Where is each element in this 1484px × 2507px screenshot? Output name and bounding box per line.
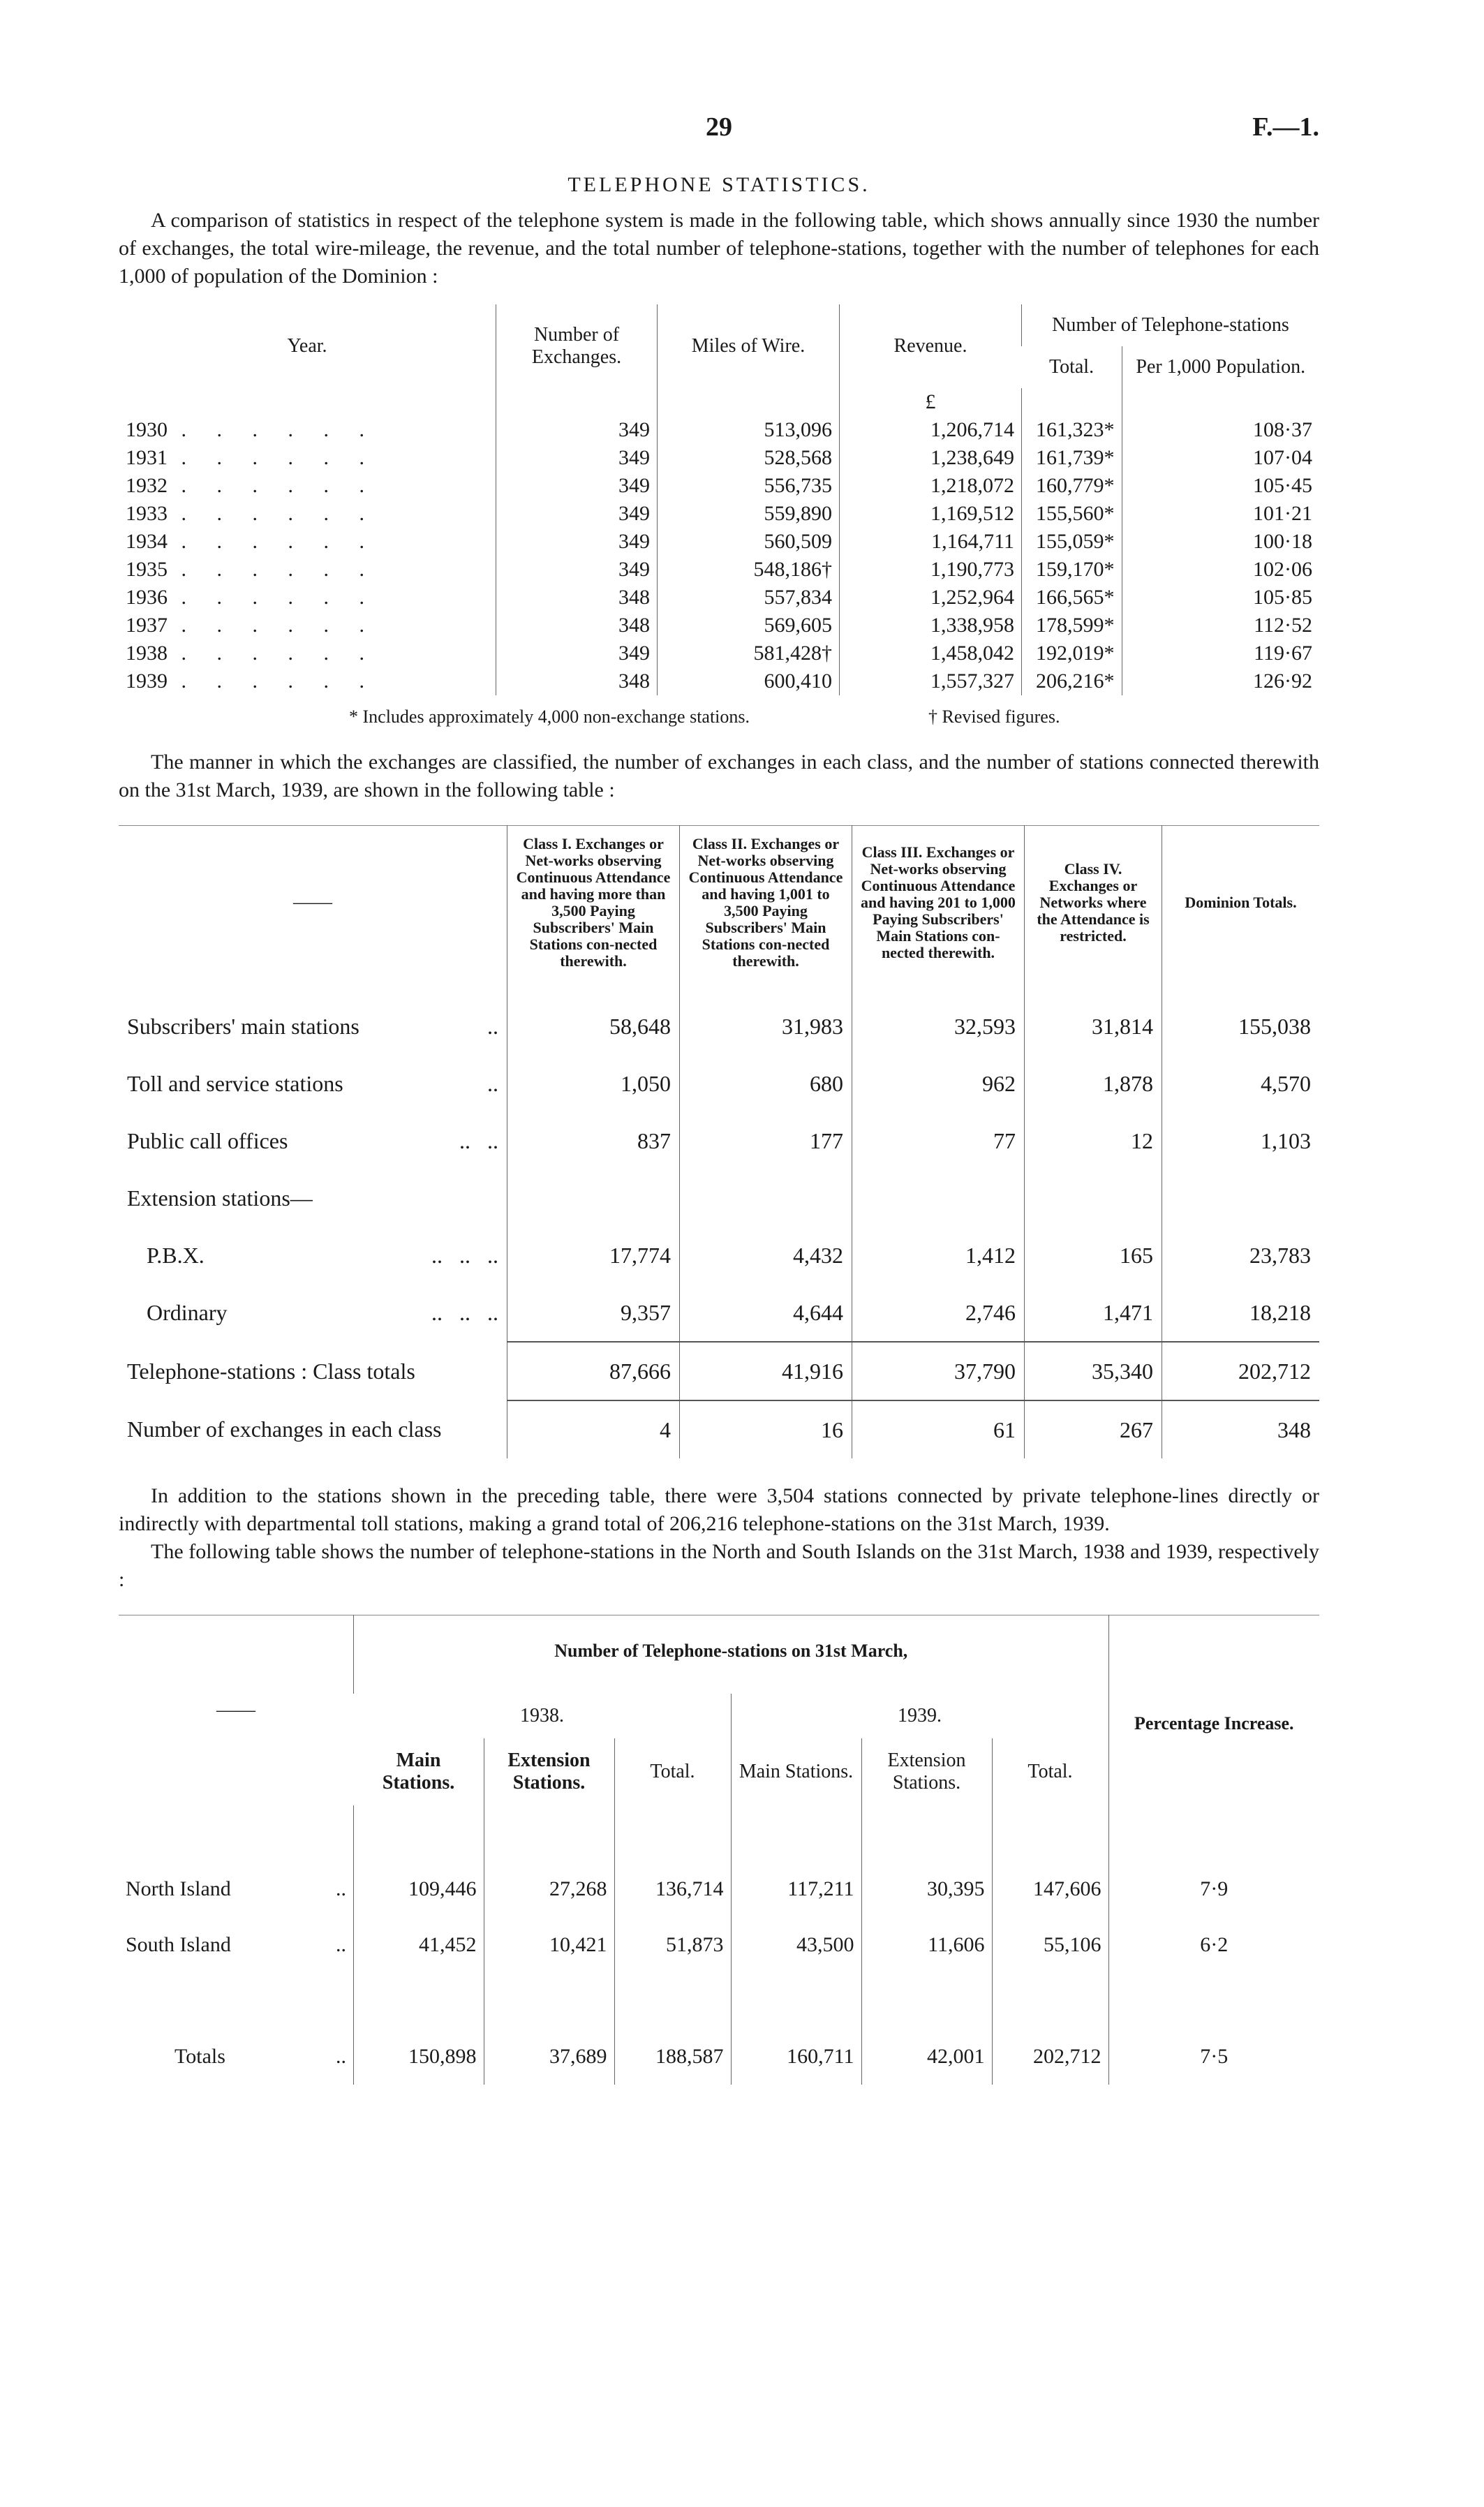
revenue-cell: 1,458,042 bbox=[840, 639, 1022, 667]
pct-cell: 6·2 bbox=[1108, 1917, 1319, 1973]
ext-1939-cell: 11,606 bbox=[861, 1917, 992, 1973]
class1-cell: 9,357 bbox=[507, 1284, 680, 1342]
col-year-1938: 1938. bbox=[520, 1705, 564, 1726]
leader-dots: . . . . . . bbox=[181, 418, 377, 441]
year-cell: 1931 bbox=[126, 446, 168, 469]
table-row bbox=[119, 639, 1319, 667]
additional-stations-paragraph: In addition to the stations shown in the preceding table, there were 3,504 stations connected by private telephone-lines directly or indirectly with departmental toll stations, making a grand total of 206,216 telephone-stations on the 31st March, 1939. bbox=[119, 1484, 1319, 1535]
leader-dots: . . . . . . bbox=[181, 586, 377, 609]
class4-cell: 165 bbox=[1025, 1227, 1162, 1284]
dominion-cell: 1,103 bbox=[1162, 1112, 1320, 1169]
leader-dots: . . . . . . bbox=[181, 530, 377, 553]
dominion-cell: 23,783 bbox=[1162, 1227, 1320, 1284]
miles-cell: 528,568 bbox=[658, 444, 840, 472]
total-1939-cell: 202,712 bbox=[992, 2029, 1108, 2085]
class4-cell: 35,340 bbox=[1025, 1342, 1162, 1400]
class2-cell: 16 bbox=[680, 1400, 852, 1458]
total-cell: 166,565* bbox=[1022, 584, 1122, 612]
col-total-1938: Total. bbox=[614, 1738, 731, 1805]
class4-cell: 267 bbox=[1025, 1400, 1162, 1458]
col-revenue: Revenue. bbox=[840, 304, 1022, 388]
year-cell: 1935 bbox=[126, 558, 168, 581]
table-row bbox=[119, 528, 1319, 556]
total-cell: 159,170* bbox=[1022, 556, 1122, 584]
table-row bbox=[119, 667, 1319, 695]
year-cell: 1932 bbox=[126, 474, 168, 497]
dominion-cell: 4,570 bbox=[1162, 1055, 1320, 1112]
dominion-cell: 18,218 bbox=[1162, 1284, 1320, 1342]
exchanges-cell: 349 bbox=[496, 556, 658, 584]
total-cell: 192,019* bbox=[1022, 639, 1122, 667]
ext-1939-cell: 30,395 bbox=[861, 1861, 992, 1917]
per1000-cell: 108·37 bbox=[1122, 416, 1319, 444]
table-row bbox=[119, 1055, 1319, 1112]
year-cell: 1933 bbox=[126, 502, 168, 525]
class4-cell: 12 bbox=[1025, 1112, 1162, 1169]
exchanges-cell: 349 bbox=[496, 500, 658, 528]
table-row bbox=[119, 612, 1319, 639]
total-1938-cell: 136,714 bbox=[614, 1861, 731, 1917]
row-label: Totals bbox=[175, 2045, 225, 2068]
exchanges-cell: 349 bbox=[496, 528, 658, 556]
col-per1000: Per 1,000 Population. bbox=[1122, 346, 1319, 388]
class2-cell: 41,916 bbox=[680, 1342, 852, 1400]
revenue-cell: 1,190,773 bbox=[840, 556, 1022, 584]
table-row bbox=[119, 998, 1319, 1055]
table-row bbox=[119, 1284, 1319, 1342]
leader-dots: . . . . . . bbox=[181, 446, 377, 469]
col-main-1938: Main Stations. bbox=[382, 1750, 455, 1794]
islands-paragraph: The following table shows the number of telephone-stations in the North and South Islands on the 31st March, 1938 and 1939, respectively : bbox=[119, 1540, 1319, 1591]
revenue-cell: 1,164,711 bbox=[840, 528, 1022, 556]
year-cell: 1936 bbox=[126, 586, 168, 609]
total-1938-cell: 51,873 bbox=[614, 1917, 731, 1973]
revenue-cell: 1,206,714 bbox=[840, 416, 1022, 444]
col-miles: Miles of Wire. bbox=[658, 304, 840, 388]
per1000-cell: 105·85 bbox=[1122, 584, 1319, 612]
year-cell: 1934 bbox=[126, 530, 168, 553]
class2-cell: 31,983 bbox=[680, 998, 852, 1055]
leader-dots: .. .. bbox=[459, 1127, 498, 1153]
class1-cell: 17,774 bbox=[507, 1227, 680, 1284]
table-row bbox=[119, 1112, 1319, 1169]
main-1938-cell: 109,446 bbox=[354, 1861, 484, 1917]
class1-cell: 58,648 bbox=[507, 998, 680, 1055]
total-cell: 161,739* bbox=[1022, 444, 1122, 472]
leader-dots: . . . . . . bbox=[181, 502, 377, 525]
miles-cell: 569,605 bbox=[658, 612, 840, 639]
leader-dots: .. bbox=[336, 2045, 346, 2068]
dominion-cell: 155,038 bbox=[1162, 998, 1320, 1055]
miles-cell: 559,890 bbox=[658, 500, 840, 528]
footnote-dagger: † Revised figures. bbox=[928, 707, 1060, 727]
revenue-cell: 1,252,964 bbox=[840, 584, 1022, 612]
leader-dots: .. bbox=[336, 1933, 346, 1956]
per1000-cell: 119·67 bbox=[1122, 639, 1319, 667]
col-group-title: Number of Telephone-stations on 31st March, bbox=[354, 1615, 1109, 1694]
revenue-cell: 1,169,512 bbox=[840, 500, 1022, 528]
miles-cell: 557,834 bbox=[658, 584, 840, 612]
col-class4: Class IV. Exchanges or Networks where the Attendance is restricted. bbox=[1025, 826, 1162, 998]
table-row bbox=[119, 1169, 1319, 1227]
class1-cell: 837 bbox=[507, 1112, 680, 1169]
table1-footnotes bbox=[119, 707, 1319, 734]
miles-cell: 556,735 bbox=[658, 472, 840, 500]
section-title: TELEPHONE STATISTICS. bbox=[567, 173, 870, 196]
table-row bbox=[119, 1227, 1319, 1284]
table-row bbox=[119, 2029, 1319, 2085]
page-number: 29 bbox=[706, 112, 732, 142]
per1000-cell: 112·52 bbox=[1122, 612, 1319, 639]
class3-cell: 37,790 bbox=[852, 1342, 1025, 1400]
dominion-cell: 348 bbox=[1162, 1400, 1320, 1458]
revenue-cell: 1,238,649 bbox=[840, 444, 1022, 472]
leader-dots: .. bbox=[487, 1013, 498, 1039]
col-class3: Class III. Exchanges or Net-works observing Continuous Attendance and having 201 to 1,000 Paying Subscribers' Main Stations con-nected therewith. bbox=[852, 826, 1025, 998]
col-total: Total. bbox=[1048, 356, 1095, 378]
col-year: Year. bbox=[287, 335, 327, 357]
col-class2: Class II. Exchanges or Net-works observing Continuous Attendance and having 1,001 to 3,500 Paying Subscribers' Main Stations con-nected therewith. bbox=[680, 826, 852, 998]
per1000-cell: 100·18 bbox=[1122, 528, 1319, 556]
exchanges-cell: 348 bbox=[496, 612, 658, 639]
ext-1939-cell: 42,001 bbox=[861, 2029, 992, 2085]
main-1939-cell: 160,711 bbox=[731, 2029, 861, 2085]
class2-cell: 4,644 bbox=[680, 1284, 852, 1342]
per1000-cell: 101·21 bbox=[1122, 500, 1319, 528]
col-exchanges: Number of Exchanges. bbox=[496, 304, 658, 388]
col-main-1939: Main Stations. bbox=[731, 1738, 861, 1805]
class4-cell: 31,814 bbox=[1025, 998, 1162, 1055]
total-cell: 155,059* bbox=[1022, 528, 1122, 556]
leader-dots: . . . . . . bbox=[181, 474, 377, 497]
per1000-cell: 102·06 bbox=[1122, 556, 1319, 584]
col-ext-1938: Extension Stations. bbox=[484, 1738, 614, 1805]
revenue-cell: 1,557,327 bbox=[840, 667, 1022, 695]
intro-paragraph: A comparison of statistics in respect of the telephone system is made in the following table, which shows annually since 1930 the number of exchanges, the total wire-mileage, the revenue, and the total number of telephone-stations, together with the number of telephones for each 1,000 of population of the Dominion : bbox=[119, 209, 1319, 288]
class1-cell: 87,666 bbox=[507, 1342, 680, 1400]
exchanges-cell: 349 bbox=[496, 444, 658, 472]
year-cell: 1930 bbox=[126, 418, 168, 441]
miles-cell: 600,410 bbox=[658, 667, 840, 695]
leader-dots: . . . . . . bbox=[181, 670, 377, 693]
total-1939-cell: 147,606 bbox=[992, 1861, 1108, 1917]
ext-1938-cell: 10,421 bbox=[484, 1917, 614, 1973]
exchanges-cell: 348 bbox=[496, 667, 658, 695]
year-cell: 1939 bbox=[126, 670, 168, 693]
col-dominion: Dominion Totals. bbox=[1162, 826, 1320, 998]
miles-cell: 548,186† bbox=[658, 556, 840, 584]
revenue-cell: 1,218,072 bbox=[840, 472, 1022, 500]
class2-cell: 4,432 bbox=[680, 1227, 852, 1284]
exchanges-cell: 348 bbox=[496, 584, 658, 612]
miles-cell: 560,509 bbox=[658, 528, 840, 556]
table-row bbox=[119, 500, 1319, 528]
total-cell: 155,560* bbox=[1022, 500, 1122, 528]
row-label: North Island bbox=[126, 1877, 231, 1900]
exchanges-cell: 349 bbox=[496, 416, 658, 444]
col-stations-group: Number of Telephone-stations bbox=[1022, 304, 1320, 346]
exchange-class-table bbox=[119, 825, 1319, 1458]
table-row bbox=[119, 1400, 1319, 1458]
table-row bbox=[119, 1917, 1319, 1973]
series-number: F.—1. bbox=[1252, 112, 1319, 142]
leader-dots: . . . . . . bbox=[181, 558, 377, 581]
classification-paragraph: The manner in which the exchanges are classified, the number of exchanges in each class, and the number of stations connected therewith on the 31st March, 1939, are shown in the following table : bbox=[119, 750, 1319, 801]
row-label: Number of exchanges in each class bbox=[127, 1417, 442, 1442]
per1000-cell: 105·45 bbox=[1122, 472, 1319, 500]
total-1939-cell: 55,106 bbox=[992, 1917, 1108, 1973]
col-ext-1939: Extension Stations. bbox=[861, 1738, 992, 1805]
pct-cell: 7·9 bbox=[1108, 1861, 1319, 1917]
row-label: Subscribers' main stations bbox=[127, 1013, 359, 1039]
table-row bbox=[119, 416, 1319, 444]
table-row bbox=[119, 1342, 1319, 1400]
col-blank: —— bbox=[216, 1699, 255, 1721]
main-1939-cell: 43,500 bbox=[731, 1917, 861, 1973]
class3-cell: 77 bbox=[852, 1112, 1025, 1169]
col-total-1939: Total. bbox=[992, 1738, 1108, 1805]
row-label: Toll and service stations bbox=[127, 1070, 343, 1096]
class4-cell: 1,878 bbox=[1025, 1055, 1162, 1112]
row-label: Ordinary bbox=[147, 1300, 228, 1325]
leader-dots: .. .. .. bbox=[431, 1300, 498, 1325]
col-year-1939: 1939. bbox=[731, 1694, 1108, 1738]
annual-statistics-table bbox=[119, 304, 1319, 695]
miles-cell: 513,096 bbox=[658, 416, 840, 444]
leader-dots: .. .. .. bbox=[431, 1242, 498, 1268]
leader-dots: . . . . . . bbox=[181, 614, 377, 637]
class3-cell: 61 bbox=[852, 1400, 1025, 1458]
pct-cell: 7·5 bbox=[1108, 2029, 1319, 2085]
class1-cell: 4 bbox=[507, 1400, 680, 1458]
per1000-cell: 107·04 bbox=[1122, 444, 1319, 472]
leader-dots: . . . . . . bbox=[181, 642, 377, 665]
total-cell: 161,323* bbox=[1022, 416, 1122, 444]
total-cell: 160,779* bbox=[1022, 472, 1122, 500]
per1000-cell: 126·92 bbox=[1122, 667, 1319, 695]
main-1938-cell: 150,898 bbox=[354, 2029, 484, 2085]
ext-1938-cell: 37,689 bbox=[484, 2029, 614, 2085]
revenue-cell: 1,338,958 bbox=[840, 612, 1022, 639]
class3-cell: 962 bbox=[852, 1055, 1025, 1112]
table-row bbox=[119, 584, 1319, 612]
main-1938-cell: 41,452 bbox=[354, 1917, 484, 1973]
exchanges-cell: 349 bbox=[496, 472, 658, 500]
class2-cell: 177 bbox=[680, 1112, 852, 1169]
year-cell: 1937 bbox=[126, 614, 168, 637]
table-row bbox=[119, 472, 1319, 500]
footnote-star: * Includes approximately 4,000 non-exchange stations. bbox=[349, 707, 750, 727]
row-label: Extension stations— bbox=[127, 1185, 313, 1211]
class3-cell: 2,746 bbox=[852, 1284, 1025, 1342]
leader-dots: .. bbox=[336, 1877, 346, 1900]
year-cell: 1938 bbox=[126, 642, 168, 665]
total-cell: 206,216* bbox=[1022, 667, 1122, 695]
document-page bbox=[119, 105, 1319, 2085]
row-label: South Island bbox=[126, 1933, 231, 1956]
class3-cell: 1,412 bbox=[852, 1227, 1025, 1284]
miles-cell: 581,428† bbox=[658, 639, 840, 667]
class1-cell: 1,050 bbox=[507, 1055, 680, 1112]
islands-table bbox=[119, 1615, 1319, 2085]
page-header bbox=[119, 105, 1319, 161]
total-cell: 178,599* bbox=[1022, 612, 1122, 639]
leader-dots: .. bbox=[487, 1070, 498, 1096]
total-1938-cell: 188,587 bbox=[614, 2029, 731, 2085]
currency-symbol: £ bbox=[840, 388, 1022, 416]
table-row bbox=[119, 556, 1319, 584]
dominion-cell: 202,712 bbox=[1162, 1342, 1320, 1400]
ext-1938-cell: 27,268 bbox=[484, 1861, 614, 1917]
col-pct: Percentage Increase. bbox=[1108, 1615, 1319, 1806]
table-row bbox=[119, 444, 1319, 472]
main-1939-cell: 117,211 bbox=[731, 1861, 861, 1917]
class4-cell: 1,471 bbox=[1025, 1284, 1162, 1342]
col-class1: Class I. Exchanges or Net-works observing Continuous Attendance and having more than 3,500 Paying Subscribers' Main Stations con-nected therewith. bbox=[507, 826, 680, 998]
row-label: Public call offices bbox=[127, 1127, 288, 1153]
row-label: Telephone-stations : Class totals bbox=[127, 1358, 415, 1384]
col-blank: —— bbox=[293, 892, 332, 913]
row-label: P.B.X. bbox=[147, 1242, 205, 1268]
exchanges-cell: 349 bbox=[496, 639, 658, 667]
class2-cell: 680 bbox=[680, 1055, 852, 1112]
table-row bbox=[119, 1861, 1319, 1917]
class3-cell: 32,593 bbox=[852, 998, 1025, 1055]
